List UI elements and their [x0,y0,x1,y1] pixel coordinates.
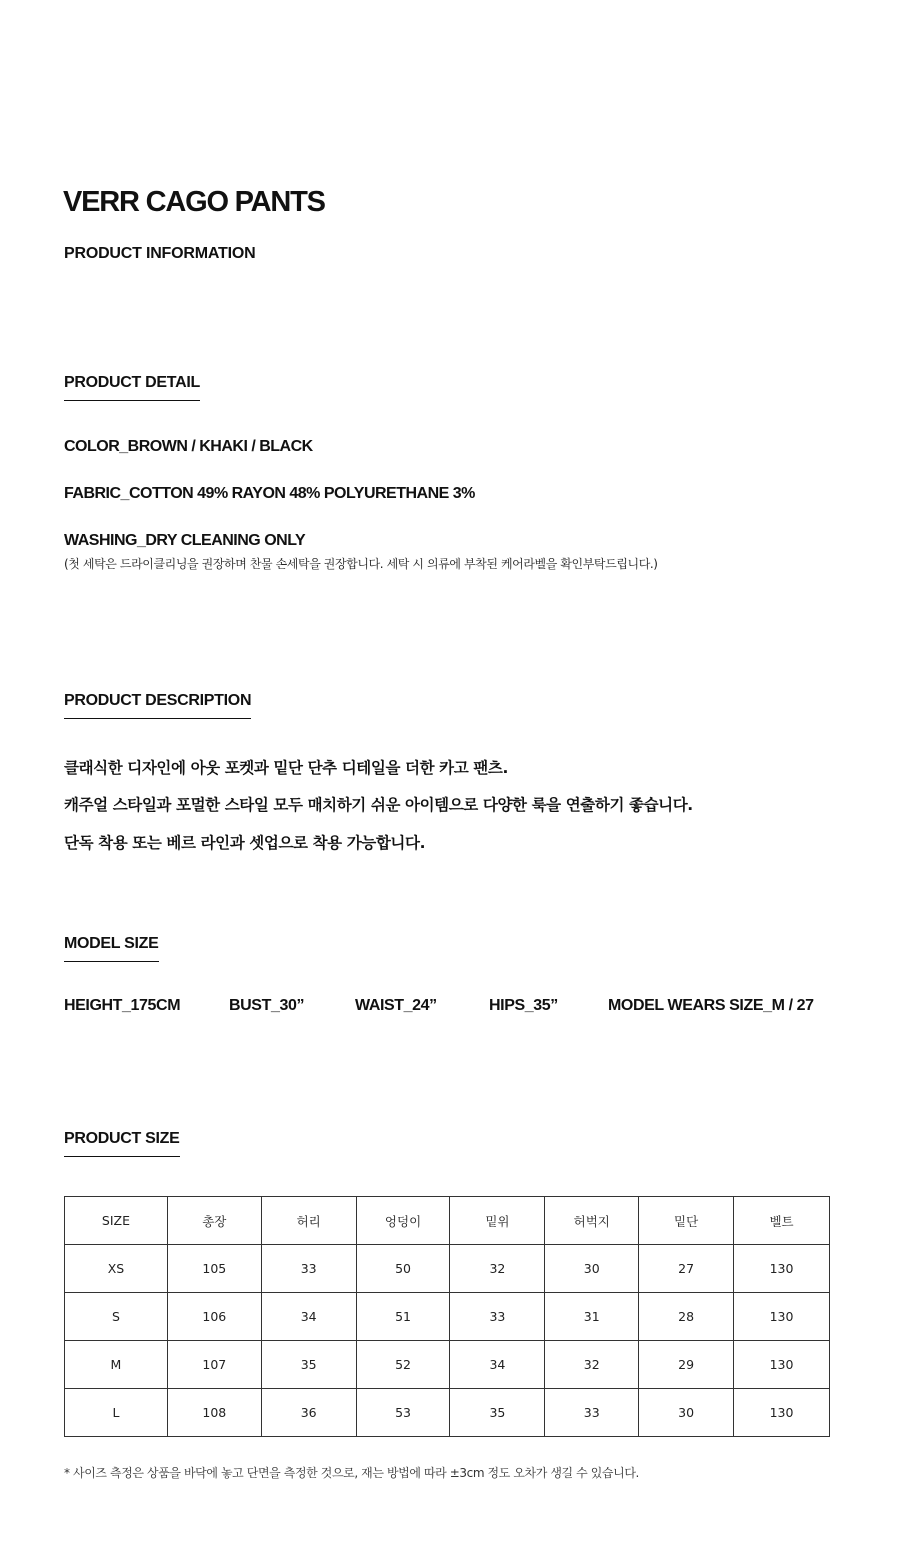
column-header-thigh: 허벅지 [545,1197,639,1245]
table-cell: 108 [167,1389,261,1437]
product-description-heading: PRODUCT DESCRIPTION [64,692,251,719]
table-row [65,1341,830,1389]
description-line: 캐주얼 스타일과 포멀한 스타일 모두 매치하기 쉬운 아이템으로 다양한 룩을 연출하기 좋습니다. [64,796,693,814]
washing-note: (첫 세탁은 드라이클리닝을 권장하며 찬물 손세탁을 권장합니다. 세탁 시 의류에 부착된 케어라벨을 확인부탁드립니다.) [64,557,658,571]
column-header-size: SIZE [65,1197,168,1245]
product-information-label: PRODUCT INFORMATION [64,245,256,262]
column-header-rise: 밑위 [450,1197,545,1245]
table-cell: 32 [450,1245,545,1293]
table-cell: 33 [545,1389,639,1437]
table-cell: 107 [167,1341,261,1389]
table-cell: 50 [356,1245,450,1293]
column-header-hip: 엉덩이 [356,1197,450,1245]
model-waist: WAIST_24” [355,997,437,1014]
fabric-info: FABRIC_COTTON 49% RAYON 48% POLYURETHANE 3% [64,485,475,502]
table-cell: 33 [450,1293,545,1341]
table-cell: 52 [356,1341,450,1389]
size-footnote: * 사이즈 측정은 상품을 바닥에 놓고 단면을 측정한 것으로, 재는 방법에 따라 ±3cm 정도 오차가 생길 수 있습니다. [64,1466,639,1480]
column-header-waist: 허리 [261,1197,356,1245]
table-row [65,1389,830,1437]
table-cell: XS [65,1245,168,1293]
description-line: 단독 착용 또는 베르 라인과 셋업으로 착용 가능합니다. [64,834,426,852]
table-cell: 106 [167,1293,261,1341]
table-cell: L [65,1389,168,1437]
product-size-heading: PRODUCT SIZE [64,1130,180,1157]
table-cell: 34 [261,1293,356,1341]
description-line: 클래식한 디자인에 아웃 포켓과 밑단 단추 디테일을 더한 카고 팬츠. [64,759,508,777]
table-cell: 28 [639,1293,734,1341]
column-header-hem: 밑단 [639,1197,734,1245]
table-cell: 35 [450,1389,545,1437]
model-size-heading: MODEL SIZE [64,935,159,962]
model-height: HEIGHT_175CM [64,997,181,1014]
table-cell: 36 [261,1389,356,1437]
column-header-total-length: 총장 [167,1197,261,1245]
table-row [65,1245,830,1293]
table-cell: 32 [545,1341,639,1389]
column-header-belt: 벨트 [734,1197,830,1245]
table-cell: S [65,1293,168,1341]
table-cell: 29 [639,1341,734,1389]
table-cell: 30 [545,1245,639,1293]
table-cell: 30 [639,1389,734,1437]
model-wears-size: MODEL WEARS SIZE_M / 27 [608,997,814,1014]
washing-info: WASHING_DRY CLEANING ONLY [64,532,306,549]
color-info: COLOR_BROWN / KHAKI / BLACK [64,438,313,455]
model-bust: BUST_30” [229,997,305,1014]
table-cell: 130 [734,1389,830,1437]
table-cell: 31 [545,1293,639,1341]
table-cell: 130 [734,1293,830,1341]
table-cell: 35 [261,1341,356,1389]
table-cell: 130 [734,1341,830,1389]
table-cell: 105 [167,1245,261,1293]
model-hips: HIPS_35” [489,997,558,1014]
table-cell: 130 [734,1245,830,1293]
size-table-header-row [65,1197,830,1245]
table-cell: 34 [450,1341,545,1389]
table-row [65,1293,830,1341]
table-cell: 51 [356,1293,450,1341]
table-cell: M [65,1341,168,1389]
product-detail-heading: PRODUCT DETAIL [64,374,200,401]
size-table [64,1196,830,1437]
product-title: VERR CAGO PANTS [63,186,325,218]
table-cell: 33 [261,1245,356,1293]
table-cell: 53 [356,1389,450,1437]
table-cell: 27 [639,1245,734,1293]
